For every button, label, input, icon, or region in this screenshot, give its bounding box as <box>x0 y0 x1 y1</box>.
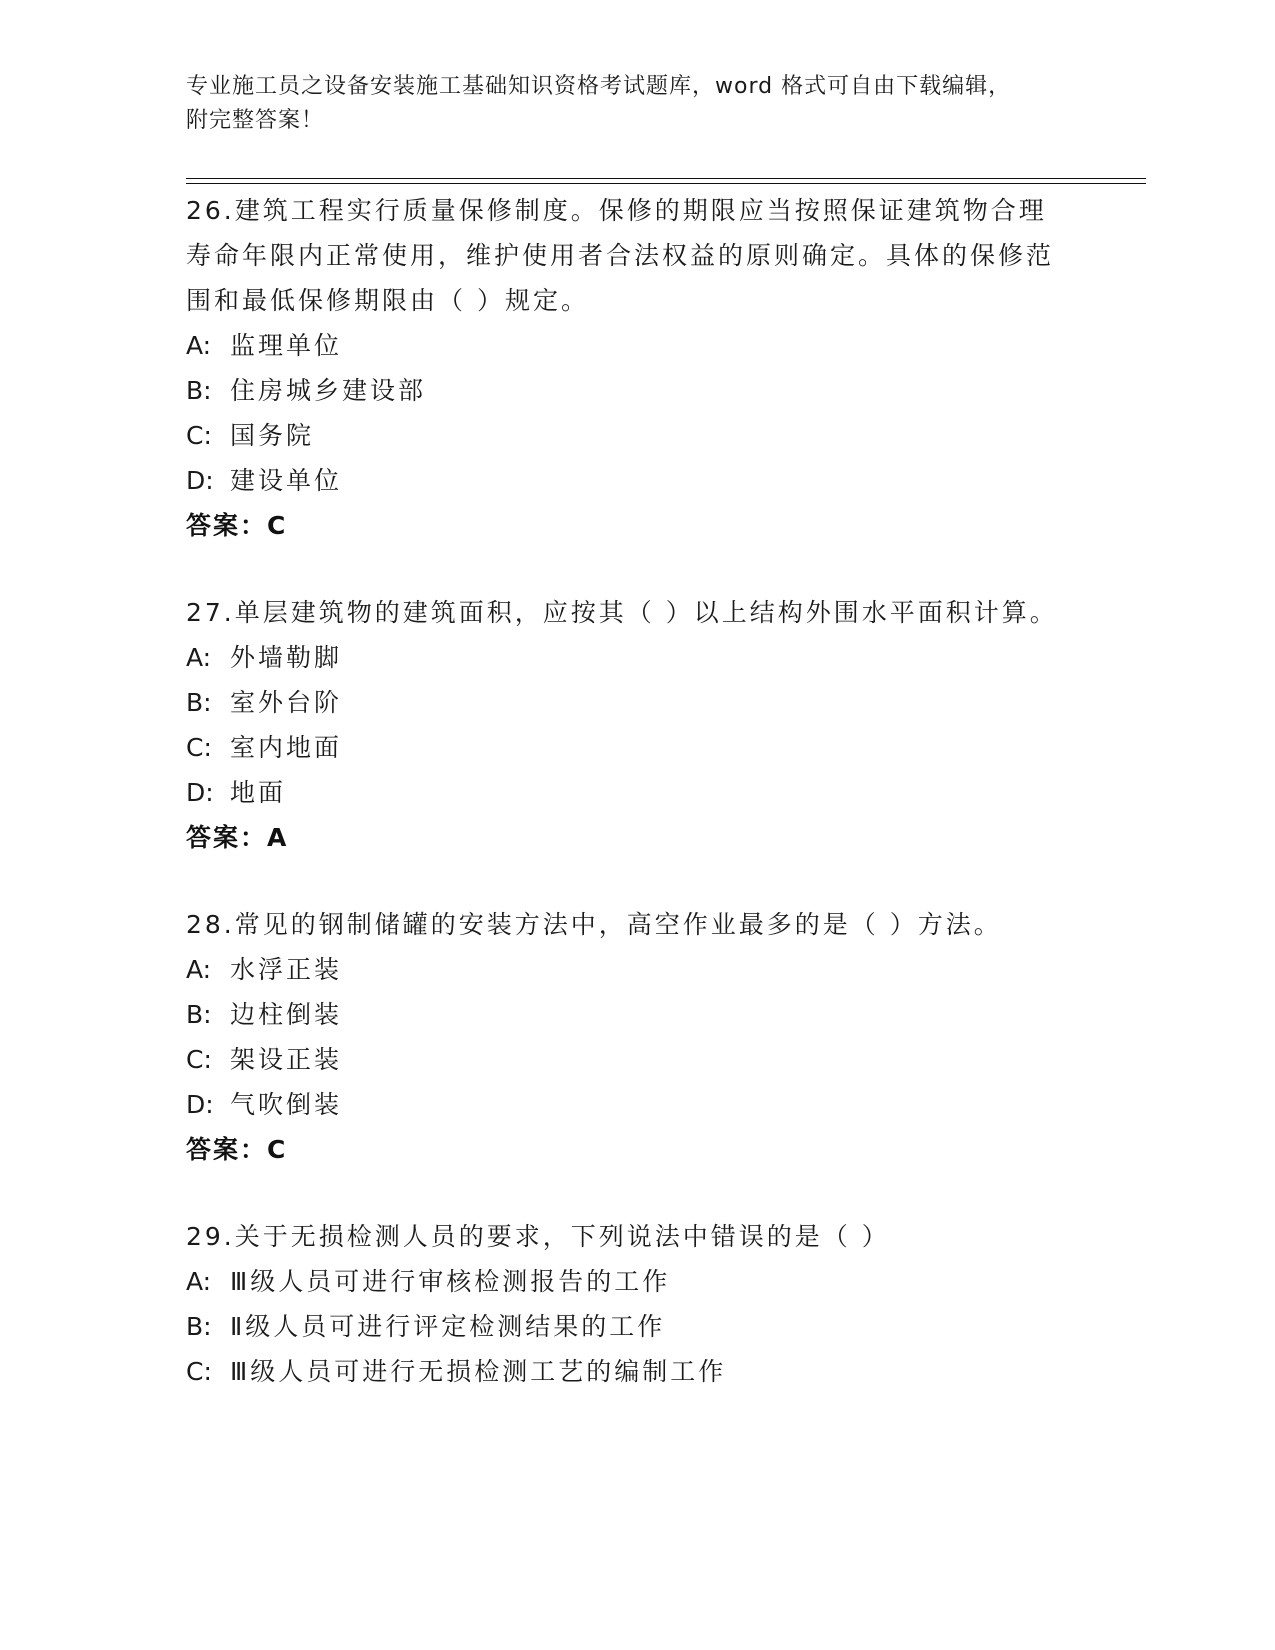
option-text: 水浮正装 <box>230 955 343 984</box>
option-letter: A: <box>186 955 212 984</box>
option-text: 建设单位 <box>230 466 343 495</box>
option-c <box>186 1349 1146 1394</box>
option-d <box>186 770 1146 815</box>
option-text: Ⅱ级人员可进行评定检测结果的工作 <box>230 1312 666 1341</box>
option-c <box>186 1037 1146 1082</box>
answer-value: A <box>267 823 287 852</box>
option-letter: B: <box>186 1000 212 1029</box>
answer <box>186 503 1146 548</box>
answer-label: 答案： <box>186 823 268 852</box>
header-line-1: 专业施工员之设备安装施工基础知识资格考试题库，word 格式可自由下载编辑， <box>186 74 1012 99</box>
answer <box>186 1127 1146 1172</box>
option-a <box>186 947 1146 992</box>
option-text: Ⅲ级人员可进行审核检测报告的工作 <box>230 1267 671 1296</box>
option-text: 住房城乡建设部 <box>230 376 427 405</box>
option-letter: B: <box>186 376 212 405</box>
option-c <box>186 725 1146 770</box>
option-letter: B: <box>186 1312 212 1341</box>
question-26 <box>186 188 1146 548</box>
option-letter: D: <box>186 778 214 807</box>
question-27 <box>186 590 1146 860</box>
question-list <box>186 188 1146 1394</box>
answer <box>186 815 1146 860</box>
option-letter: C: <box>186 1357 212 1386</box>
option-text: 室外台阶 <box>230 688 343 717</box>
header-divider-top <box>186 178 1146 179</box>
answer-label: 答案： <box>186 1135 268 1164</box>
question-stem: 28.常见的钢制储罐的安装方法中，高空作业最多的是（ ）方法。 <box>186 910 1002 939</box>
question-stem: 29.关于无损检测人员的要求，下列说法中错误的是（ ） <box>186 1222 890 1251</box>
question-gap <box>186 548 1146 590</box>
question-stem: 27.单层建筑物的建筑面积，应按其（ ）以上结构外围水平面积计算。 <box>186 598 1058 627</box>
option-b <box>186 1304 1146 1349</box>
option-letter: A: <box>186 1267 212 1296</box>
option-letter: C: <box>186 421 212 450</box>
answer-value: C <box>267 1135 286 1164</box>
question-29 <box>186 1214 1146 1394</box>
option-letter: A: <box>186 331 212 360</box>
question-28 <box>186 902 1146 1172</box>
option-text: 室内地面 <box>230 733 343 762</box>
option-d <box>186 1082 1146 1127</box>
answer-label: 答案： <box>186 511 268 540</box>
option-text: 监理单位 <box>230 331 343 360</box>
option-text: 边柱倒装 <box>230 1000 343 1029</box>
option-letter: C: <box>186 1045 212 1074</box>
option-text: 气吹倒装 <box>230 1090 343 1119</box>
question-gap <box>186 1172 1146 1214</box>
option-letter: B: <box>186 688 212 717</box>
option-b <box>186 680 1146 725</box>
answer-value: C <box>267 511 286 540</box>
option-letter: D: <box>186 1090 214 1119</box>
option-text: 国务院 <box>230 421 315 450</box>
question-stem: 26.建筑工程实行质量保修制度。保修的期限应当按照保证建筑物合理寿命年限内正常使用，维护使用者合法权益的原则确定。具体的保修范围和最低保修期限由（ ）规定。 <box>186 196 1055 315</box>
option-letter: A: <box>186 643 212 672</box>
option-letter: C: <box>186 733 212 762</box>
option-text: 外墙勒脚 <box>230 643 343 672</box>
option-letter: D: <box>186 466 214 495</box>
option-text: 地面 <box>230 778 287 807</box>
option-d <box>186 458 1146 503</box>
option-b <box>186 368 1146 413</box>
option-b <box>186 992 1146 1037</box>
option-c <box>186 413 1146 458</box>
document-page <box>186 70 1146 1386</box>
option-a <box>186 1259 1146 1304</box>
option-text: Ⅲ级人员可进行无损检测工艺的编制工作 <box>230 1357 727 1386</box>
option-a <box>186 323 1146 368</box>
option-a <box>186 635 1146 680</box>
header-line-2: 附完整答案！ <box>186 108 325 133</box>
option-text: 架设正装 <box>230 1045 343 1074</box>
header-divider-bottom <box>186 183 1146 184</box>
document-header <box>186 70 1146 138</box>
question-gap <box>186 860 1146 902</box>
